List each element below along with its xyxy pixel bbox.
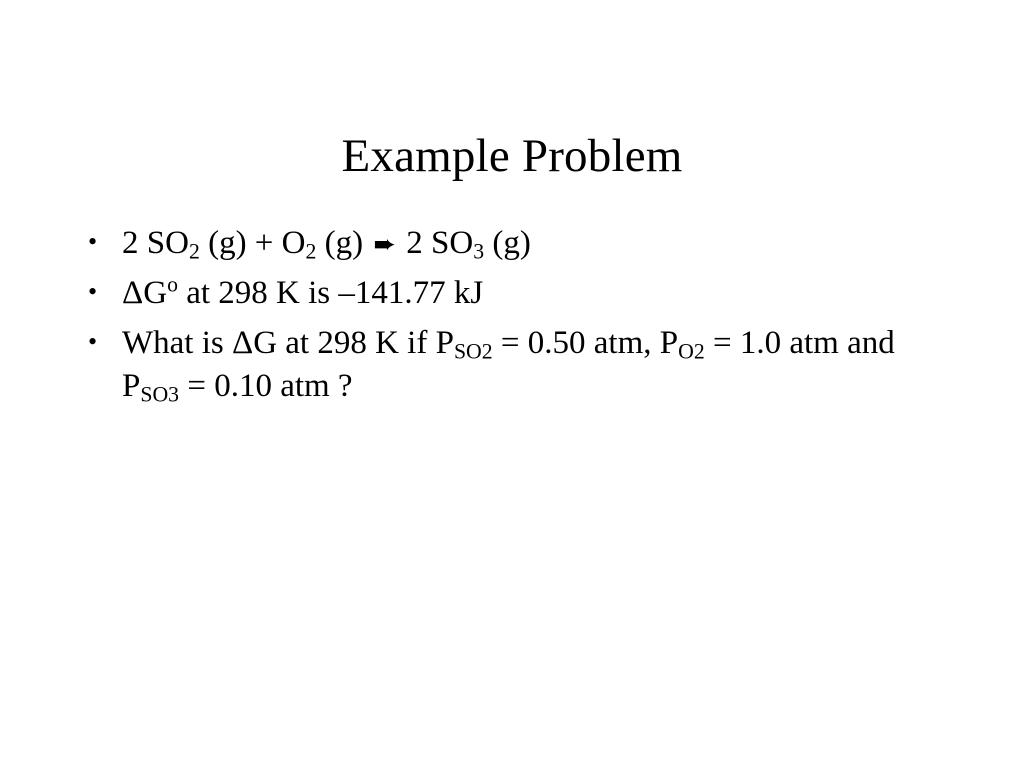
bullet-list [88,222,958,415]
page-title: Example Problem [341,130,683,183]
reaction-arrow-icon: ➨ [373,229,396,260]
list-item [88,272,958,315]
bullet-text-question: What is ΔG at 298 K if $P_{SO2} = 0.50$ atm, $P_{O2} = 1.0$ atm and $P_{SO3} = 0.10$ atm ? [122,324,895,407]
bullet-marker-icon: • [88,276,98,306]
list-item [88,222,958,265]
bullet-marker-icon: • [88,227,98,256]
bullet-text-reaction: 2 $SO_2$ $(g) + O_2$ (g) ➨ 2 $SO_3$ (g) [122,225,531,264]
list-item [88,322,958,408]
bullet-text-standard-free-energy: $\Delta G^o$ at 298 K is –141.77 kJ [122,272,484,311]
bullet-marker-icon: • [88,326,98,356]
